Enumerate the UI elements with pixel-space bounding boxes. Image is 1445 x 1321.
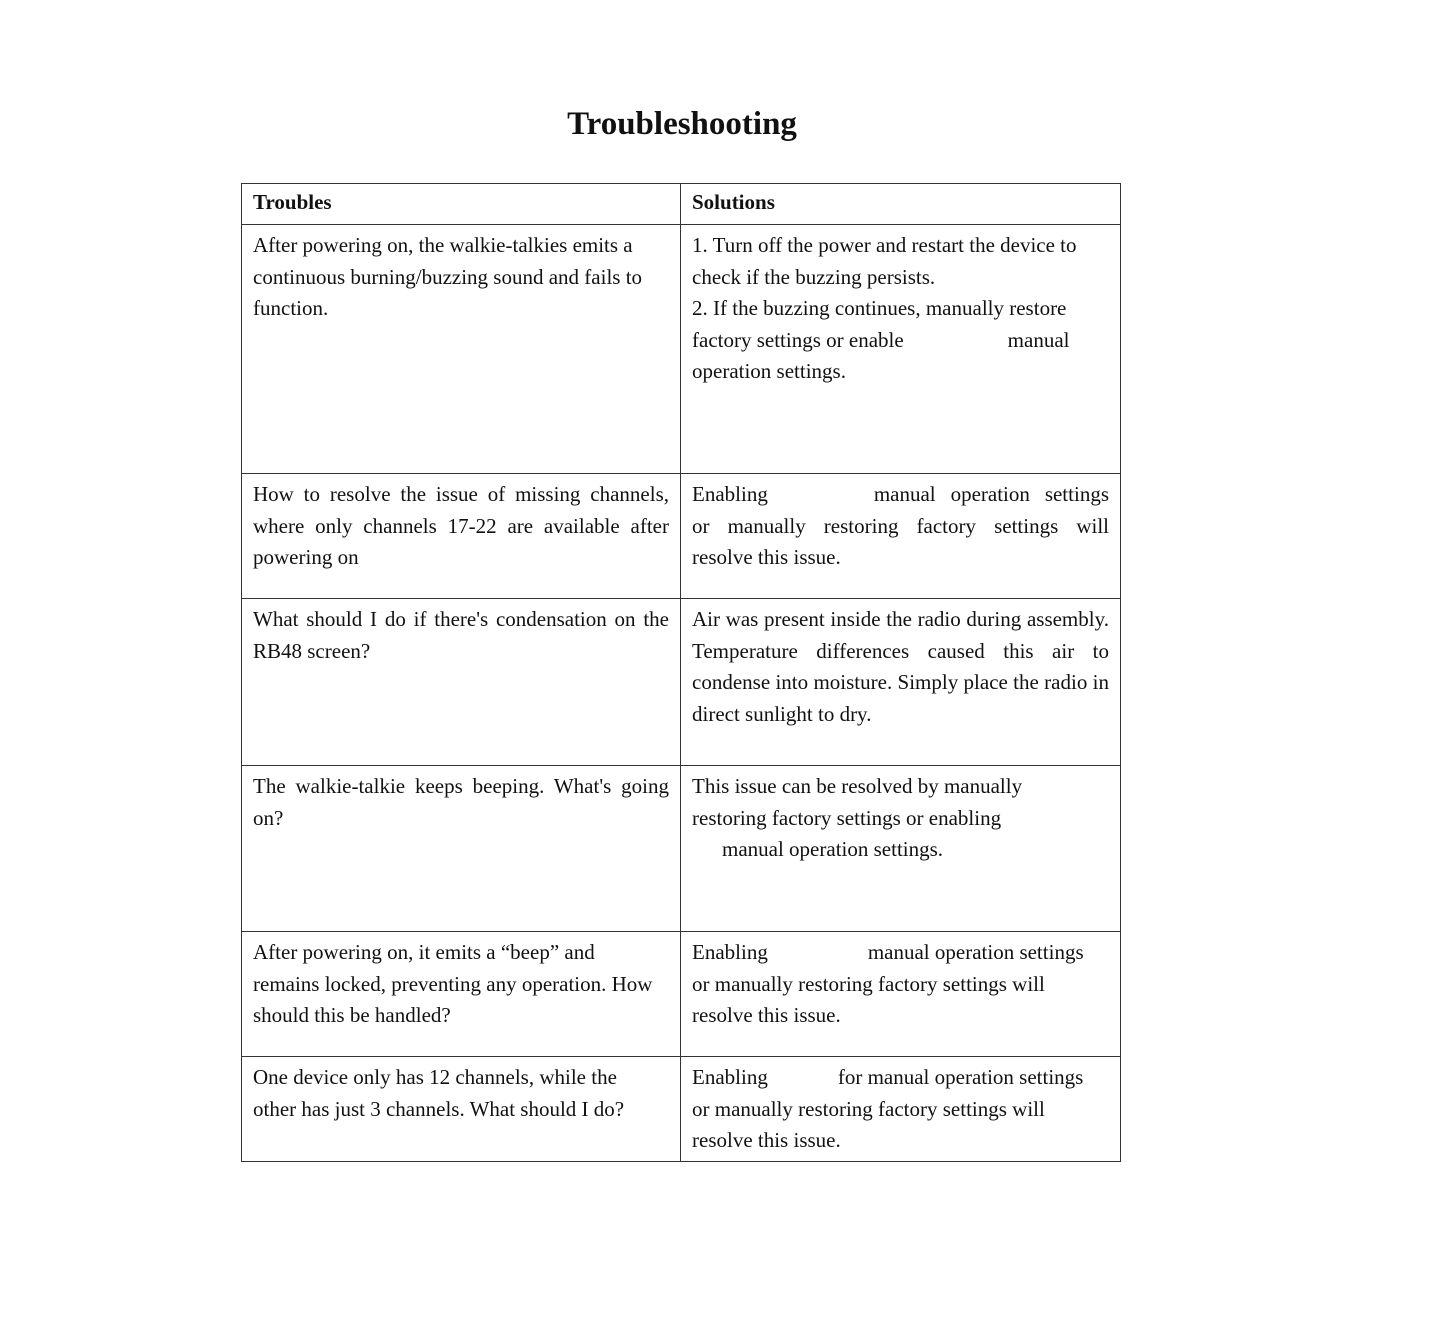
solution-line: operation settings. <box>692 359 846 383</box>
table-row <box>242 932 1121 1057</box>
solution-line: Enabling <box>692 482 768 506</box>
solution-cell <box>681 474 1121 599</box>
page-title: Troubleshooting <box>567 106 797 142</box>
trouble-cell <box>242 932 681 1057</box>
solution-line: manual <box>1007 327 1070 352</box>
solution-cell: Air was present inside the radio during assembly. Temperature differences caused this air to condense into moisture. Simply place the radio in direct sunlight to dry. <box>681 599 1121 766</box>
trouble-cell: After powering on, the walkie-talkies emits a continuous burning/buzzing sound and fails to function. <box>242 225 681 474</box>
table-row <box>242 225 1121 474</box>
solution-line: resolve this issue. <box>692 1003 841 1027</box>
table-header-row <box>242 184 1121 225</box>
solution-cell <box>681 932 1121 1057</box>
trouble-line: After powering on, it emits a “beep” and <box>253 940 595 964</box>
solution-line: 1. Turn off the power and restart the device to check if the buzzing persists. <box>692 233 1077 289</box>
trouble-cell <box>242 1057 681 1162</box>
solution-line: manual operation settings or manually restoring factory settings will resolve this issue. <box>692 482 1109 569</box>
table-row <box>242 766 1121 932</box>
table-row <box>242 474 1121 599</box>
solution-line: 2. If the buzzing continues, manually restore factory settings or enable manual <box>692 296 1070 352</box>
trouble-line: should this be handled? <box>253 1003 451 1027</box>
troubleshooting-table <box>241 183 1121 1162</box>
trouble-cell: How to resolve the issue of missing channels, where only channels 17-22 are available after powering on <box>242 474 681 599</box>
solution-line: Enabling manual operation settings <box>692 940 1084 964</box>
solution-line: Enabling for manual operation settings <box>692 1065 1084 1089</box>
solution-line: This issue can be resolved by manually <box>692 774 1023 798</box>
table-row <box>242 599 1121 766</box>
table-row <box>242 1057 1121 1162</box>
trouble-line: remains locked, preventing any operation. How <box>253 971 653 996</box>
header-solutions: Solutions <box>681 184 1121 225</box>
solution-cell <box>681 1057 1121 1162</box>
solution-line: restoring factory settings or enabling <box>692 805 1002 830</box>
solution-line: manual operation settings. <box>722 837 944 861</box>
solution-line: or manually restoring factory settings will <box>692 1096 1045 1121</box>
trouble-cell: What should I do if there's condensation on the RB48 screen? <box>242 599 681 766</box>
header-troubles: Troubles <box>242 184 681 225</box>
solution-line: or manually restoring factory settings will <box>692 971 1045 996</box>
solution-cell <box>681 225 1121 474</box>
solution-cell <box>681 766 1121 932</box>
trouble-line: other has just 3 channels. What should I do? <box>253 1096 625 1121</box>
solution-line: resolve this issue. <box>692 1128 841 1152</box>
trouble-cell: The walkie-talkie keeps beeping. What's going on? <box>242 766 681 932</box>
trouble-line: One device only has 12 channels, while the <box>253 1065 617 1089</box>
